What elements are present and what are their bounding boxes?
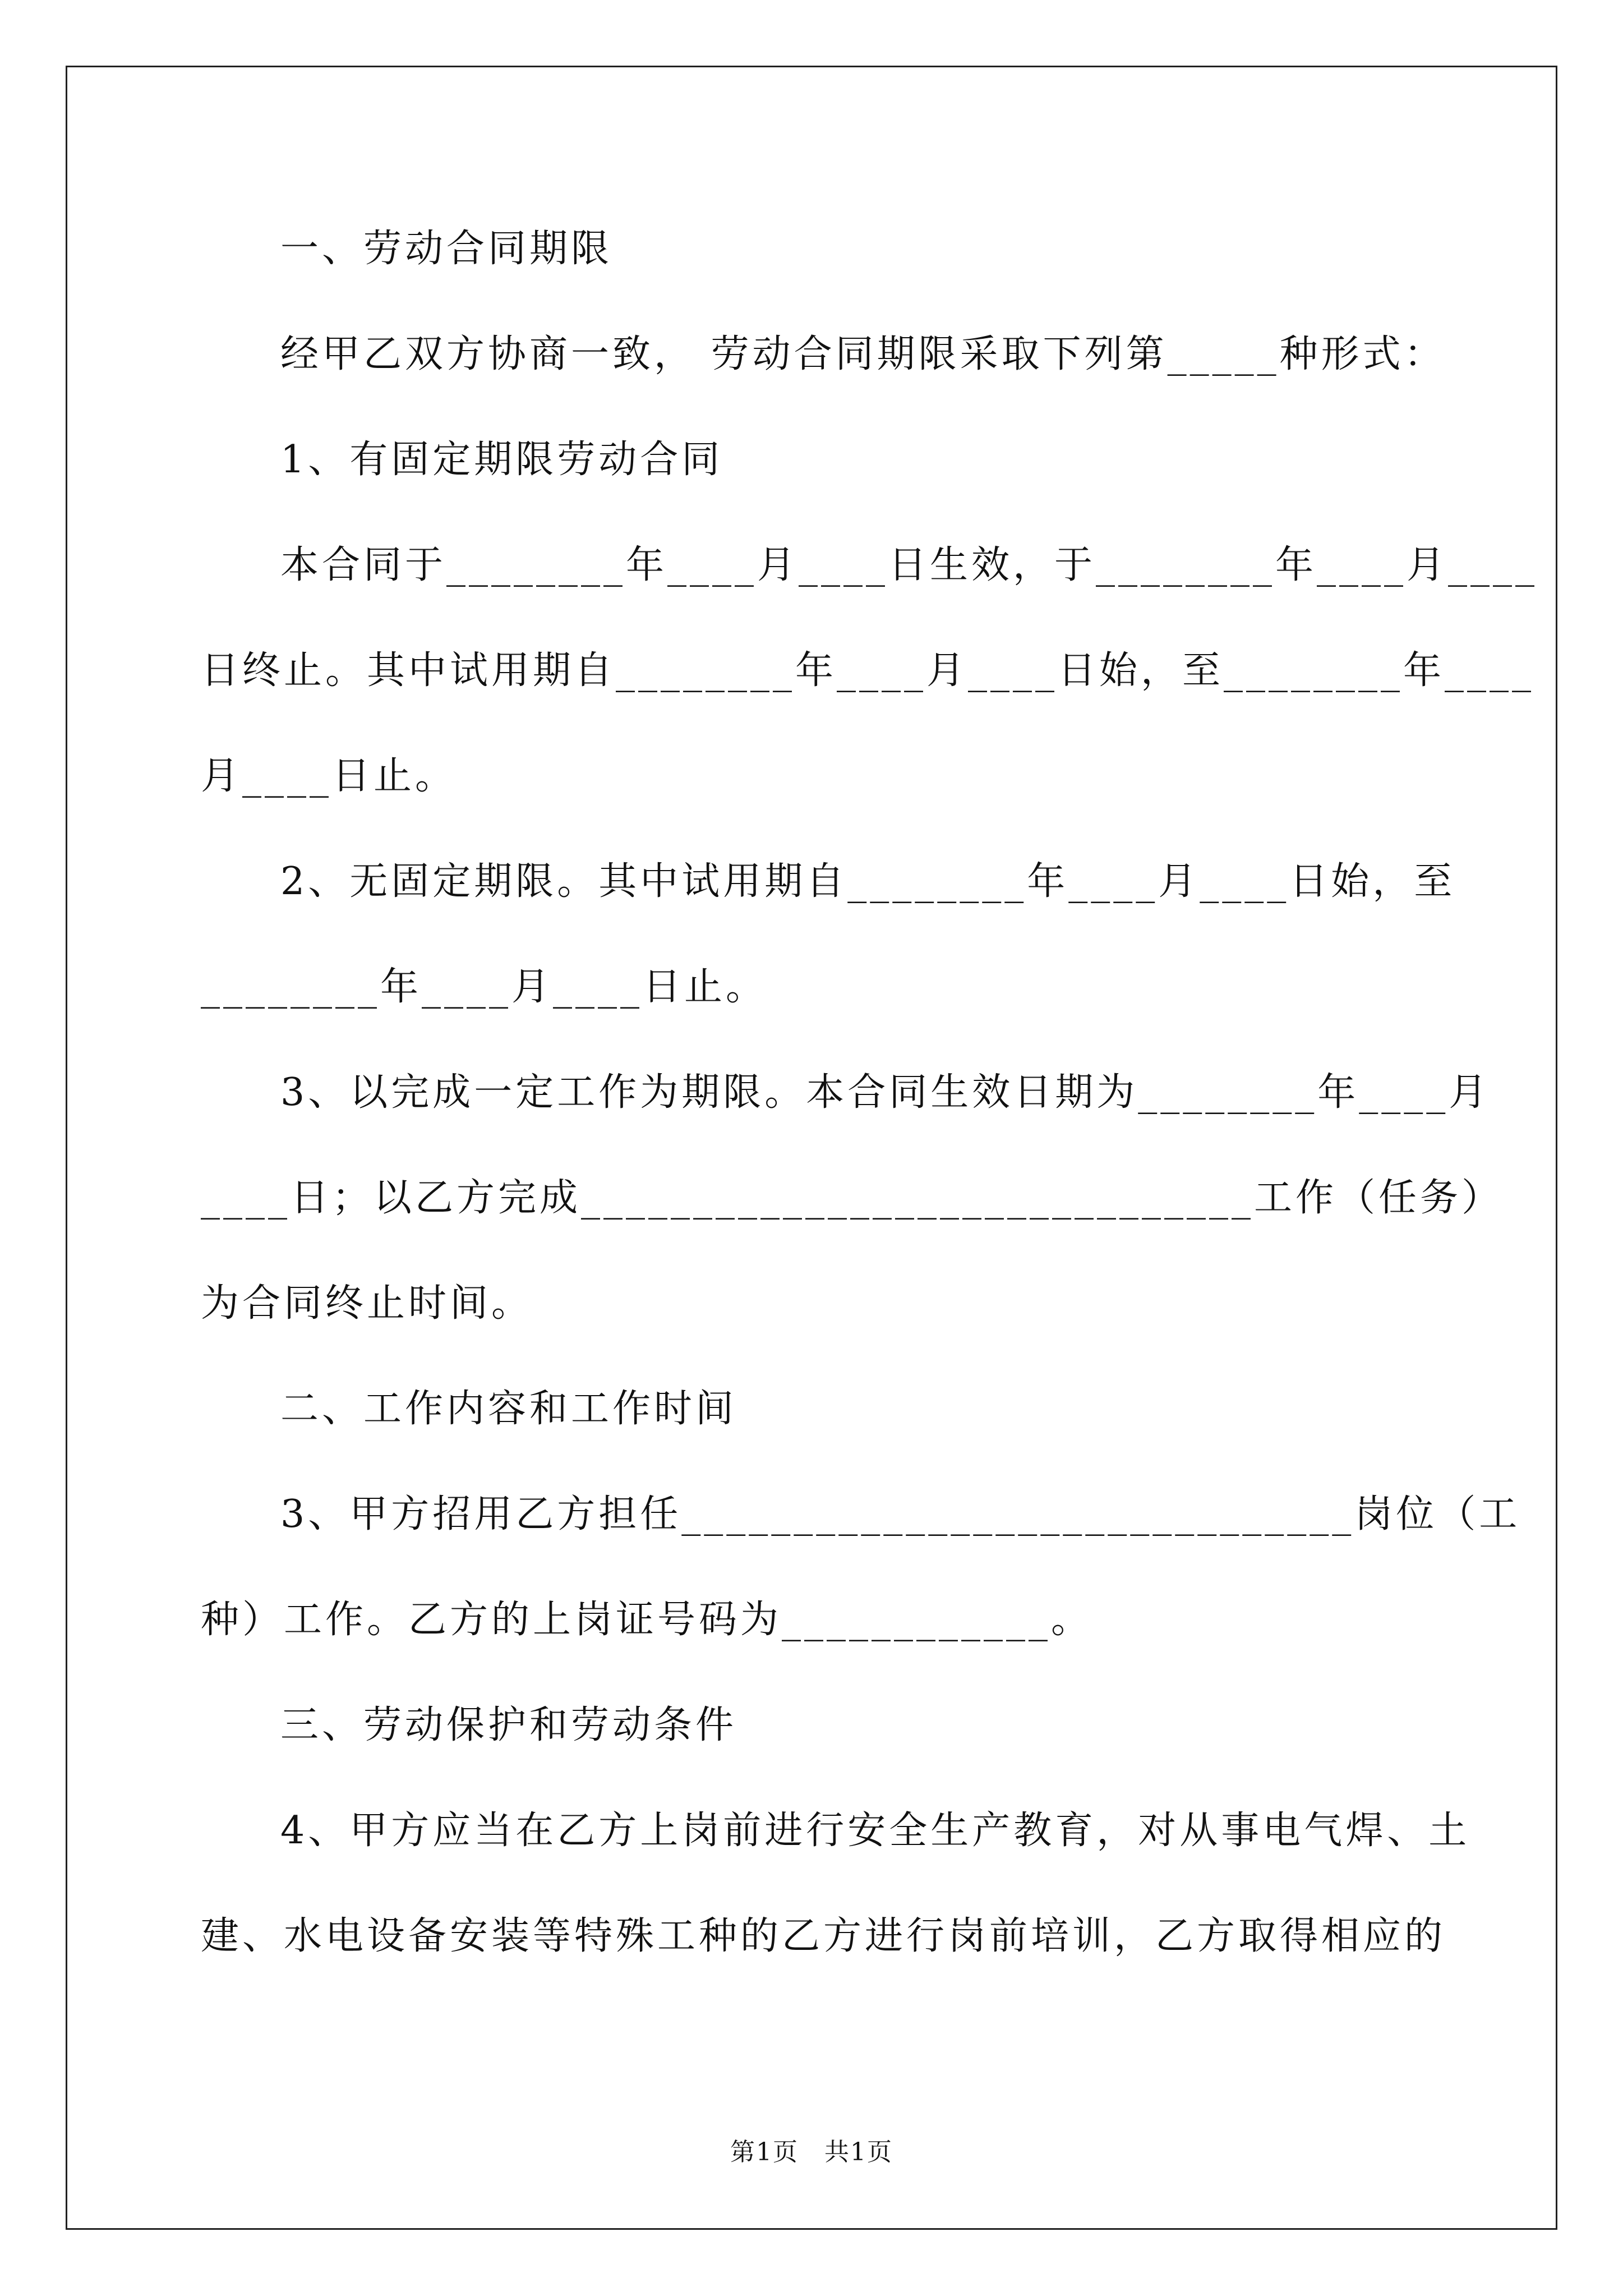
paragraph-line: 月____日止。 (201, 754, 457, 798)
paragraph-line: 建、水电设备安装等特殊工种的乙方进行岗前培训，乙方取得相应的 (201, 1914, 1446, 1958)
section-heading-2: 二、工作内容和工作时间 (280, 1387, 737, 1431)
paragraph-line: 日终止。其中试用期自________年____月____日始，至________年____ (201, 648, 1535, 693)
paragraph-line: 经甲乙双方协商一致， 劳动合同期限采取下列第_____种形式： (280, 332, 1446, 376)
section-heading-1: 一、劳动合同期限 (280, 227, 613, 271)
paragraph-line: ________年____月____日止。 (201, 965, 768, 1009)
page-border (66, 66, 1557, 2230)
paragraph-line: 为合同终止时间。 (201, 1281, 533, 1326)
paragraph-line: 种）工作。乙方的上岗证号码为____________。 (201, 1598, 1093, 1642)
paragraph-line: 1、有固定期限劳动合同 (280, 438, 723, 482)
paragraph-line: 3、甲方招用乙方担任______________________________岗位（工 (280, 1492, 1521, 1536)
section-heading-3: 三、劳动保护和劳动条件 (280, 1703, 737, 1747)
paragraph-line: 本合同于________年____月____日生效，于________年____月____ (280, 543, 1538, 587)
paragraph-line: 2、无固定期限。其中试用期自________年____月____日始，至 (280, 859, 1456, 904)
page-number-footer: 第1页 共1页 (730, 2138, 893, 2166)
paragraph-line: ____日；以乙方完成______________________________工作（任务） (201, 1176, 1504, 1220)
paragraph-line: 3、以完成一定工作为期限。本合同生效日期为________年____月 (280, 1070, 1491, 1115)
paragraph-line: 4、甲方应当在乙方上岗前进行安全生产教育，对从事电气焊、土 (280, 1809, 1470, 1853)
